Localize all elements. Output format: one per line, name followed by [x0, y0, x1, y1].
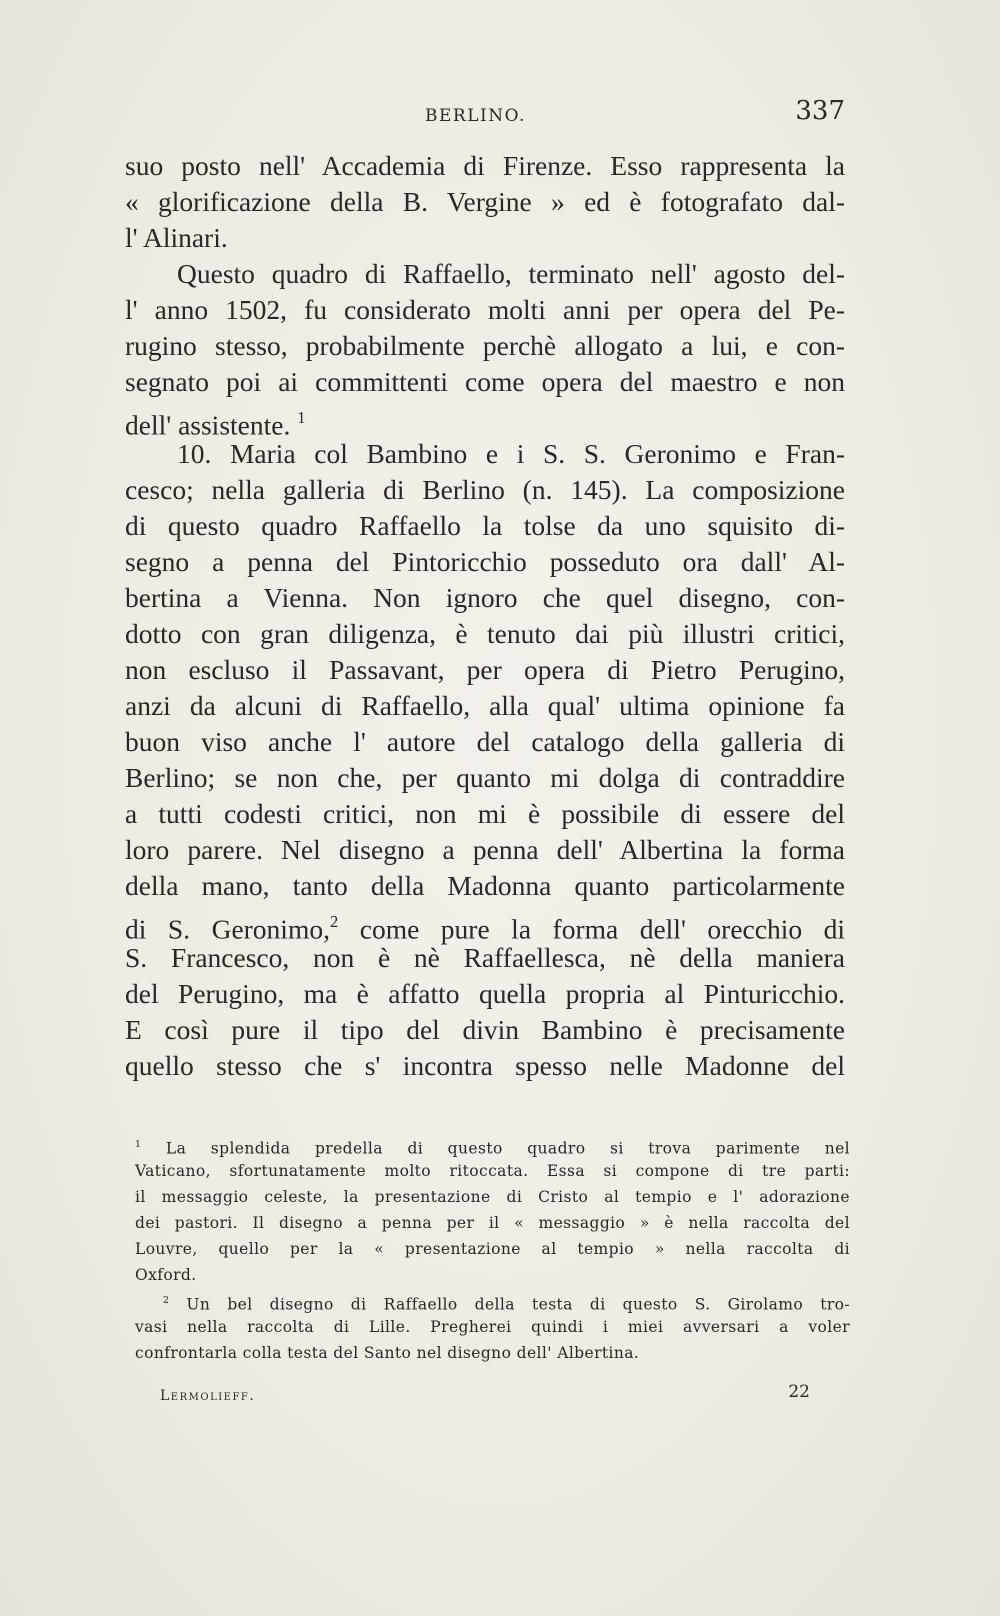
footnote-line	[135, 1132, 850, 1158]
footnotes	[135, 1132, 850, 1366]
footnote-line: Oxford.	[135, 1266, 197, 1284]
text-line: 10. Maria col Bambino e i S. S. Geronimo e Fran-	[177, 438, 845, 469]
text-line: l' Alinari.	[125, 222, 228, 253]
text-line: segnato poi ai committenti come opera del maestro e non	[125, 366, 845, 397]
running-head	[125, 96, 845, 136]
footnote-marker-2: 2	[163, 1295, 170, 1306]
text-fragment: di S. Geronimo,	[125, 913, 330, 945]
footnote-line: il messaggio celeste, la presentazione di Cristo al tempio e l' adorazione	[135, 1188, 850, 1206]
text-line: rugino stesso, probabilmente perchè allogato a lui, e con-	[125, 330, 845, 361]
text-fragment: dell' assistente.	[125, 409, 291, 441]
text-line: anzi da alcuni di Raffaello, alla qual' ultima opinione fa	[125, 690, 845, 721]
body-text	[125, 148, 845, 1084]
text-line: loro parere. Nel disegno a penna dell' Albertina la forma	[125, 834, 845, 865]
text-line	[125, 400, 845, 441]
author-signature: Lermolieff.	[160, 1388, 256, 1404]
text-line: suo posto nell' Accademia di Firenze. Esso rappresenta la	[125, 150, 845, 181]
text-line: cesco; nella galleria di Berlino (n. 145). La composizione	[125, 474, 845, 505]
footnote-line	[135, 1288, 850, 1314]
text-line: del Perugino, ma è affatto quella propria al Pinturicchio.	[125, 978, 845, 1009]
footnote-line: Vaticano, sfortunatamente molto ritoccata. Essa si compone di tre parti:	[135, 1162, 850, 1180]
text-line: segno a penna del Pintoricchio posseduto ora dall' Al-	[125, 546, 845, 577]
text-line: dotto con gran diligenza, è tenuto dai più illustri critici,	[125, 618, 845, 649]
text-line: l' anno 1502, fu considerato molti anni per opera del Pe-	[125, 294, 845, 325]
text-line: Questo quadro di Raffaello, terminato nell' agosto del-	[177, 258, 845, 289]
footnote-text: La splendida predella di questo quadro si trova parimente nel	[165, 1139, 851, 1158]
text-line: a tutti codesti critici, non mi è possibile di essere del	[125, 798, 845, 829]
running-title: BERLINO.	[425, 106, 526, 126]
footnote-line: Louvre, quello per la « presentazione al tempio » nella raccolta di	[135, 1240, 850, 1258]
footnote-line: confrontarla colla testa del Santo nel disegno dell' Albertina.	[135, 1344, 640, 1362]
footnote-text: Un bel disegno di Raffaello della testa di questo S. Girolamo tro-	[186, 1295, 851, 1314]
text-line: E così pure il tipo del divin Bambino è precisamente	[125, 1014, 845, 1045]
text-line	[125, 904, 845, 945]
text-line: quello stesso che s' incontra spesso nelle Madonne del	[125, 1050, 845, 1081]
text-line: di questo quadro Raffaello la tolse da uno squisito di-	[125, 510, 845, 541]
footnote-ref-1: 1	[297, 408, 306, 427]
text-line: S. Francesco, non è nè Raffaellesca, nè della maniera	[125, 942, 845, 973]
footnote-marker-1: 1	[135, 1139, 142, 1150]
footnote-ref-2: 2	[329, 912, 339, 931]
signature-mark: 22	[788, 1382, 810, 1402]
text-line: non escluso il Passavant, per opera di Pietro Perugino,	[125, 654, 845, 685]
footnote-line: dei pastori. Il disegno a penna per il « messaggio » è nella raccolta del	[135, 1214, 850, 1232]
text-fragment: come pure la forma dell' orecchio di	[338, 913, 845, 945]
page-footer	[160, 1382, 810, 1412]
footnote-line: vasi nella raccolta di Lille. Pregherei quindi i miei avversari a voler	[135, 1318, 850, 1336]
text-line: buon viso anche l' autore del catalogo della galleria di	[125, 726, 845, 757]
page-number: 337	[795, 96, 845, 126]
text-line: della mano, tanto della Madonna quanto particolarmente	[125, 870, 845, 901]
text-line: « glorificazione della B. Vergine » ed è fotografato dal-	[125, 186, 845, 217]
text-line: bertina a Vienna. Non ignoro che quel disegno, con-	[125, 582, 845, 613]
text-line: Berlino; se non che, per quanto mi dolga di contraddire	[125, 762, 845, 793]
